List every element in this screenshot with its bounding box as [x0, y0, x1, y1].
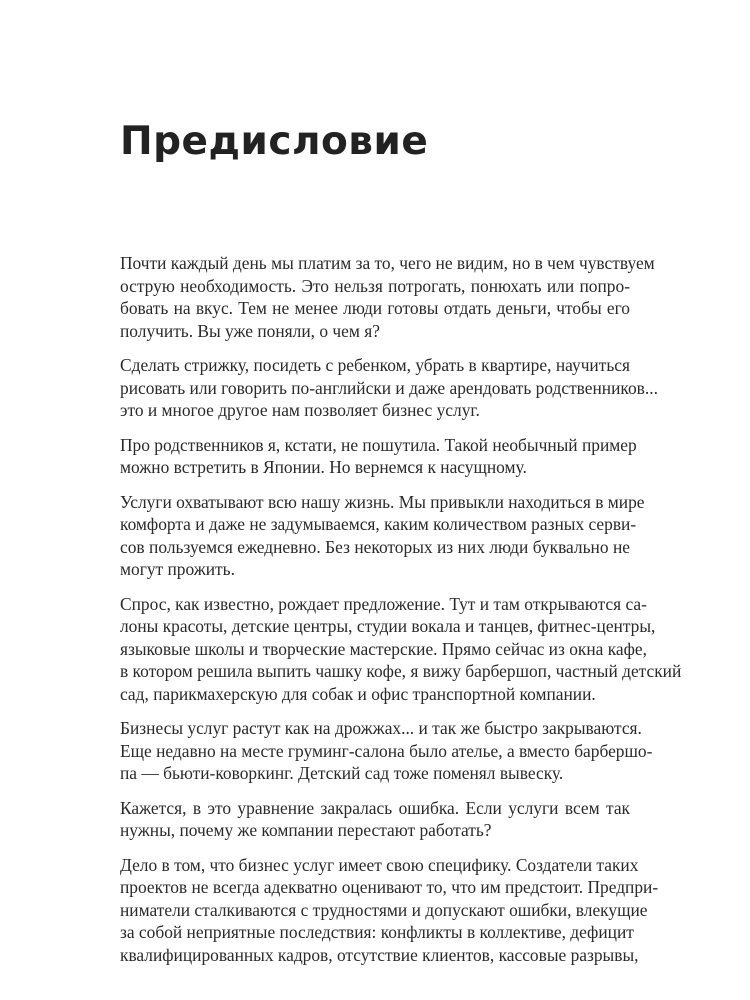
paragraph: [120, 854, 659, 967]
text-line: Еще недавно на месте груминг-салона было ателье, а вместо барбершо-: [120, 740, 653, 761]
chapter-title: Предисловие: [120, 119, 429, 164]
text-line: за собой неприятные последствия: конфликты в коллективе, дефицит: [120, 922, 634, 942]
text-line: сов пользуемся ежедневно. Без некоторых из них люди буквально не: [120, 536, 630, 557]
paragraph: [120, 593, 682, 706]
paragraph: [120, 491, 645, 581]
text-line: в котором решила выпить чашку кофе, я вижу барбершоп, частный детский: [120, 661, 682, 681]
text-line: Про родственников я, кстати, не пошутила. Такой необычный пример: [120, 434, 637, 455]
text-line: Дело в том, что бизнес услуг имеет свою специфику. Создатели таких: [120, 854, 639, 875]
text-line: Сделать стрижку, посидеть с ребенком, убрать в квартире, научиться: [120, 355, 630, 375]
paragraph: [120, 434, 637, 479]
text-line: комфорта и даже не задумываемся, каким количеством разных серви-: [120, 514, 637, 534]
text-line: Спрос, как известно, рождает предложение. Тут и там открываются са-: [120, 593, 647, 614]
paragraph: [120, 717, 653, 785]
text-line: острую необходимость. Это нельзя потрогать, понюхать или попро-: [120, 275, 630, 296]
text-line: бовать на вкус. Тем не менее люди готовы отдать деньги, чтобы его: [120, 298, 630, 318]
text-line: квалифицированных кадров, отсутствие клиентов, кассовые разрывы,: [120, 944, 639, 965]
text-line: проектов не всегда адекватно оценивают то, что им предстоит. Предпри-: [120, 877, 659, 897]
text-line: лоны красоты, детские центры, студии вокала и танцев, фитнес-центры,: [120, 616, 656, 636]
chapter-body: [120, 252, 682, 978]
text-line: Услуги охватывают всю нашу жизнь. Мы привыкли находиться в мире: [120, 491, 645, 512]
text-line: Кажется, в это уравнение закралась ошибка. Если услуги всем так: [120, 797, 630, 818]
text-line: нужны, почему же компании перестают работать?: [120, 820, 492, 840]
paragraph: [120, 797, 630, 842]
text-line: сад, парикмахерскую для собак и офис транспортной компании.: [120, 683, 596, 704]
text-line: могут прожить.: [120, 559, 235, 579]
text-line: можно встретить в Японии. Но вернемся к насущному.: [120, 457, 527, 477]
paragraph: [120, 354, 658, 422]
text-line: получить. Вы уже поняли, о чем я?: [120, 320, 380, 341]
text-line: ниматели сталкиваются с трудностями и допускают ошибки, влекущие: [120, 899, 648, 920]
text-line: Бизнесы услуг растут как на дрожжах... и так же быстро закрываются.: [120, 718, 642, 738]
paragraph: [120, 252, 655, 342]
text-line: языковые школы и творческие мастерские. Прямо сейчас из окна кафе,: [120, 638, 647, 659]
text-line: Почти каждый день мы платим за то, чего не видим, но в чем чувствуем: [120, 253, 655, 273]
text-line: па — бьюти-коворкинг. Детский сад тоже поменял вывеску.: [120, 763, 564, 783]
text-line: это и многое другое нам позволяет бизнес услуг.: [120, 400, 480, 420]
text-line: рисовать или говорить по-английски и даже арендовать родственников...: [120, 377, 658, 398]
